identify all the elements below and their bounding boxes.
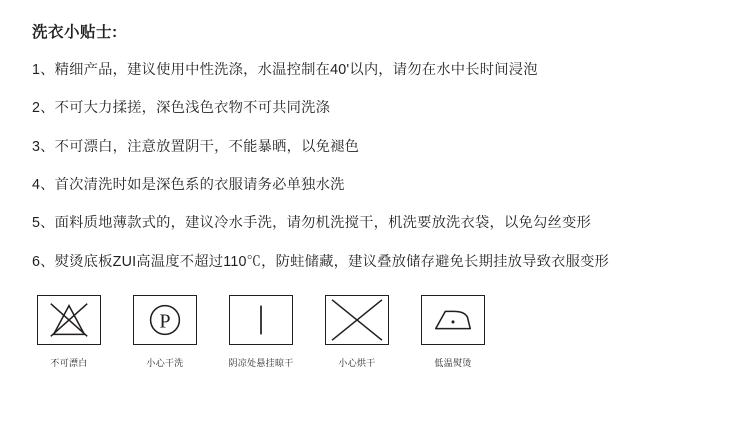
list-item: 5、面料质地薄款式的，建议冷水手洗，请勿机洗搅干，机洗要放洗衣袋，以免勾丝变形: [32, 215, 592, 232]
care-symbol-label: 低温熨烫: [434, 358, 472, 368]
care-symbol-low-temp-iron: [416, 295, 490, 369]
care-symbol-no-bleach: [32, 295, 106, 369]
page-title: 洗衣小贴士:: [32, 24, 118, 41]
list-item: 2、不可大力揉搓，深色浅色衣物不可共同洗涤: [32, 100, 331, 117]
low-temp-iron-icon: [421, 295, 485, 345]
care-symbol-dry-clean: [128, 295, 202, 369]
no-tumble-dry-icon: [325, 295, 389, 345]
list-item: 6、熨烫底板ZUI高温度不超过110℃，防蛀储藏，建议叠放储存避免长期挂放导致衣服变形: [32, 253, 610, 270]
care-symbol-label: 不可漂白: [50, 358, 88, 368]
care-symbol-label: 小心干洗: [146, 358, 184, 368]
list-item: 3、不可漂白，注意放置阴干，不能暴晒，以免褪色: [32, 138, 360, 155]
care-symbol-hang-dry: [224, 295, 298, 369]
no-bleach-icon: [37, 295, 101, 345]
care-symbol-label: 小心烘干: [338, 358, 376, 368]
list-item: 4、首次清洗时如是深色系的衣服请务必单独水洗: [32, 177, 345, 193]
care-symbol-label: 阴凉处悬挂晾干: [228, 358, 294, 368]
care-symbols-row: [32, 295, 490, 369]
svg-text:P: P: [159, 310, 171, 333]
hang-dry-shade-icon: [229, 295, 293, 345]
tips-list: [32, 60, 722, 274]
dry-clean-p-icon: [133, 295, 197, 345]
care-symbol-no-tumble-dry: [320, 295, 394, 369]
list-item: 1、精细产品，建议使用中性洗涤，水温控制在40'以内，请勿在水中长时间浸泡: [32, 61, 538, 78]
